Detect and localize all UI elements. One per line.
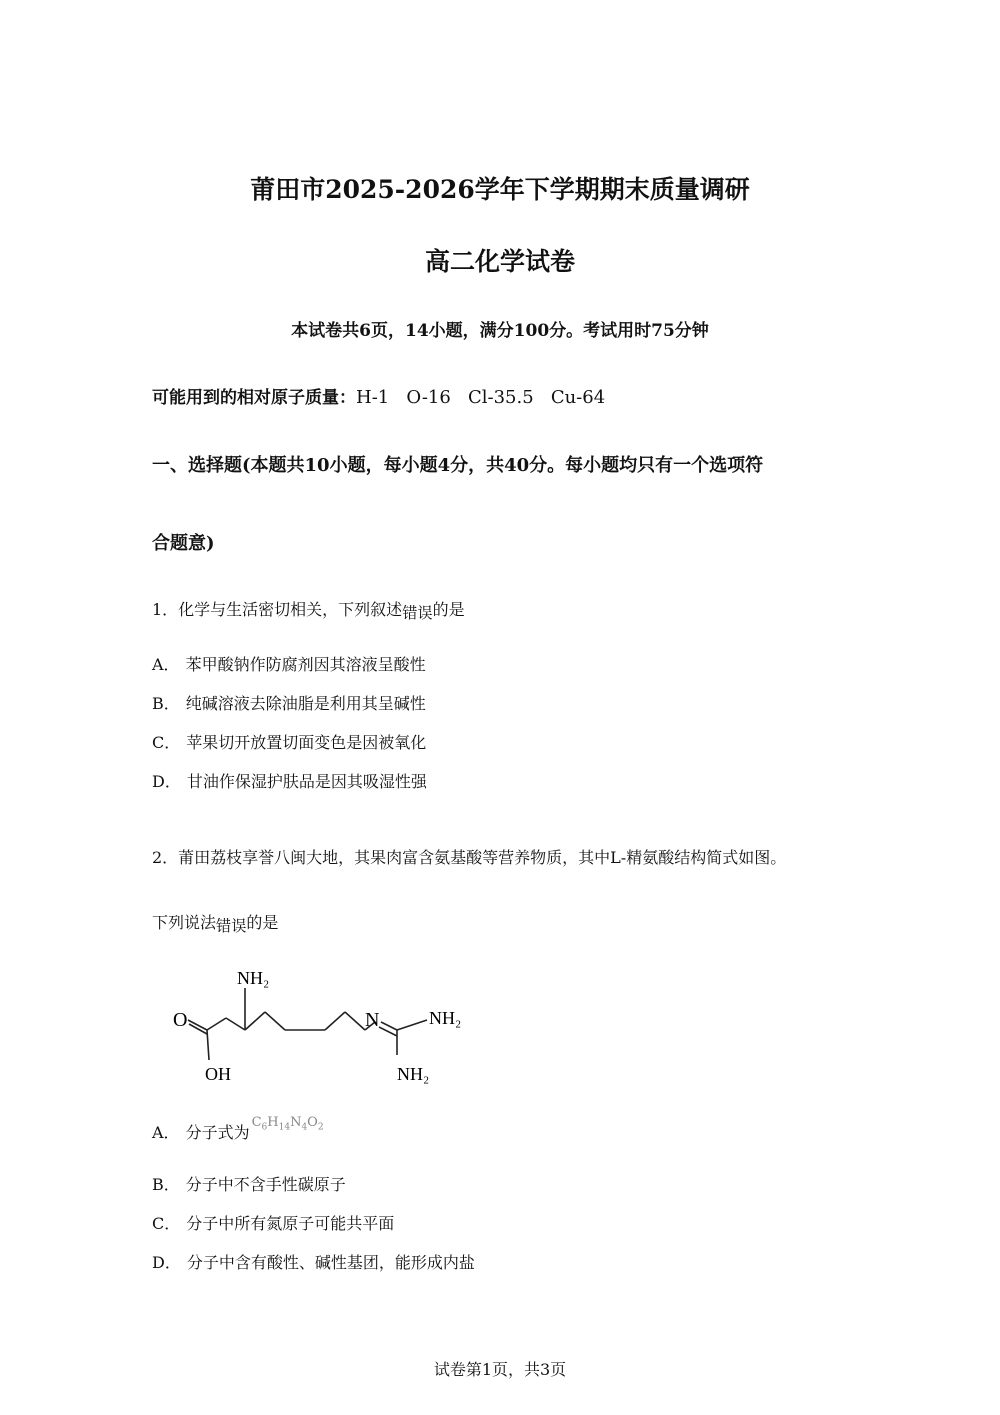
question-1-prefix: 1．化学与生活密切相关，下列叙述	[152, 600, 403, 619]
label-nh2-bottom: NH₂	[397, 1064, 430, 1084]
question-2-emphasis: 错误	[216, 917, 247, 935]
exam-title: 莆田市2025-2026学年下学期期末质量调研	[250, 175, 750, 204]
question-1-emphasis: 错误	[402, 604, 433, 622]
label-oh: OH	[205, 1064, 231, 1084]
q1-option-d: D． 甘油作保湿护肤品是因其吸湿性强	[152, 772, 427, 791]
q1-option-c: C． 苹果切开放置切面变色是因被氧化	[152, 733, 427, 752]
page-footer: 试卷第1页，共3页	[433, 1360, 567, 1379]
question-1-suffix: 的是	[432, 600, 465, 619]
q2-option-c: C． 分子中所有氮原子可能共平面	[152, 1214, 395, 1233]
section-heading-line1: 一、选择题(本题共10小题，每小题4分，共40分。每小题均只有一个选项符	[152, 455, 764, 476]
exam-subtitle: 高二化学试卷	[424, 247, 575, 276]
question-2-stem-line2: 下列说法错误的是	[152, 913, 279, 935]
q2-option-a: A． 分子式为$^{C_6H_{14}N_4O_2}$	[152, 1115, 324, 1142]
atomic-mass-line	[152, 383, 605, 408]
label-nh2-right: NH₂	[429, 1008, 462, 1028]
question-1-stem	[152, 597, 465, 620]
atomic-mass-label: 可能用到的相对原子质量：	[152, 388, 356, 408]
label-nh2-top: NH₂	[237, 968, 270, 988]
exam-info: 本试卷共6页，14小题，满分100分。考试用时75分钟	[291, 321, 709, 341]
formula-c6h14n4o2: C6H14N4O2	[251, 1115, 324, 1133]
q1-option-b: B． 纯碱溶液去除油脂是利用其呈碱性	[152, 694, 426, 713]
question-2-stem: 2．莆田荔枝享誉八闽大地，其果肉富含氨基酸等营养物质，其中L-精氨酸结构简式如图。	[152, 848, 787, 867]
atomic-mass-values: H-1 O-16 Cl-35.5 Cu-64	[356, 387, 606, 408]
label-n: N	[365, 1009, 380, 1031]
section-heading-line2: 合题意)	[152, 533, 215, 554]
q2-option-b: B． 分子中不含手性碳原子	[152, 1175, 346, 1194]
label-o: O	[173, 1009, 188, 1031]
arginine-structure	[165, 960, 485, 1090]
q2-option-d: D． 分子中含有酸性、碱性基团，能形成内盐	[152, 1253, 475, 1272]
q1-option-a: A． 苯甲酸钠作防腐剂因其溶液呈酸性	[152, 655, 426, 674]
